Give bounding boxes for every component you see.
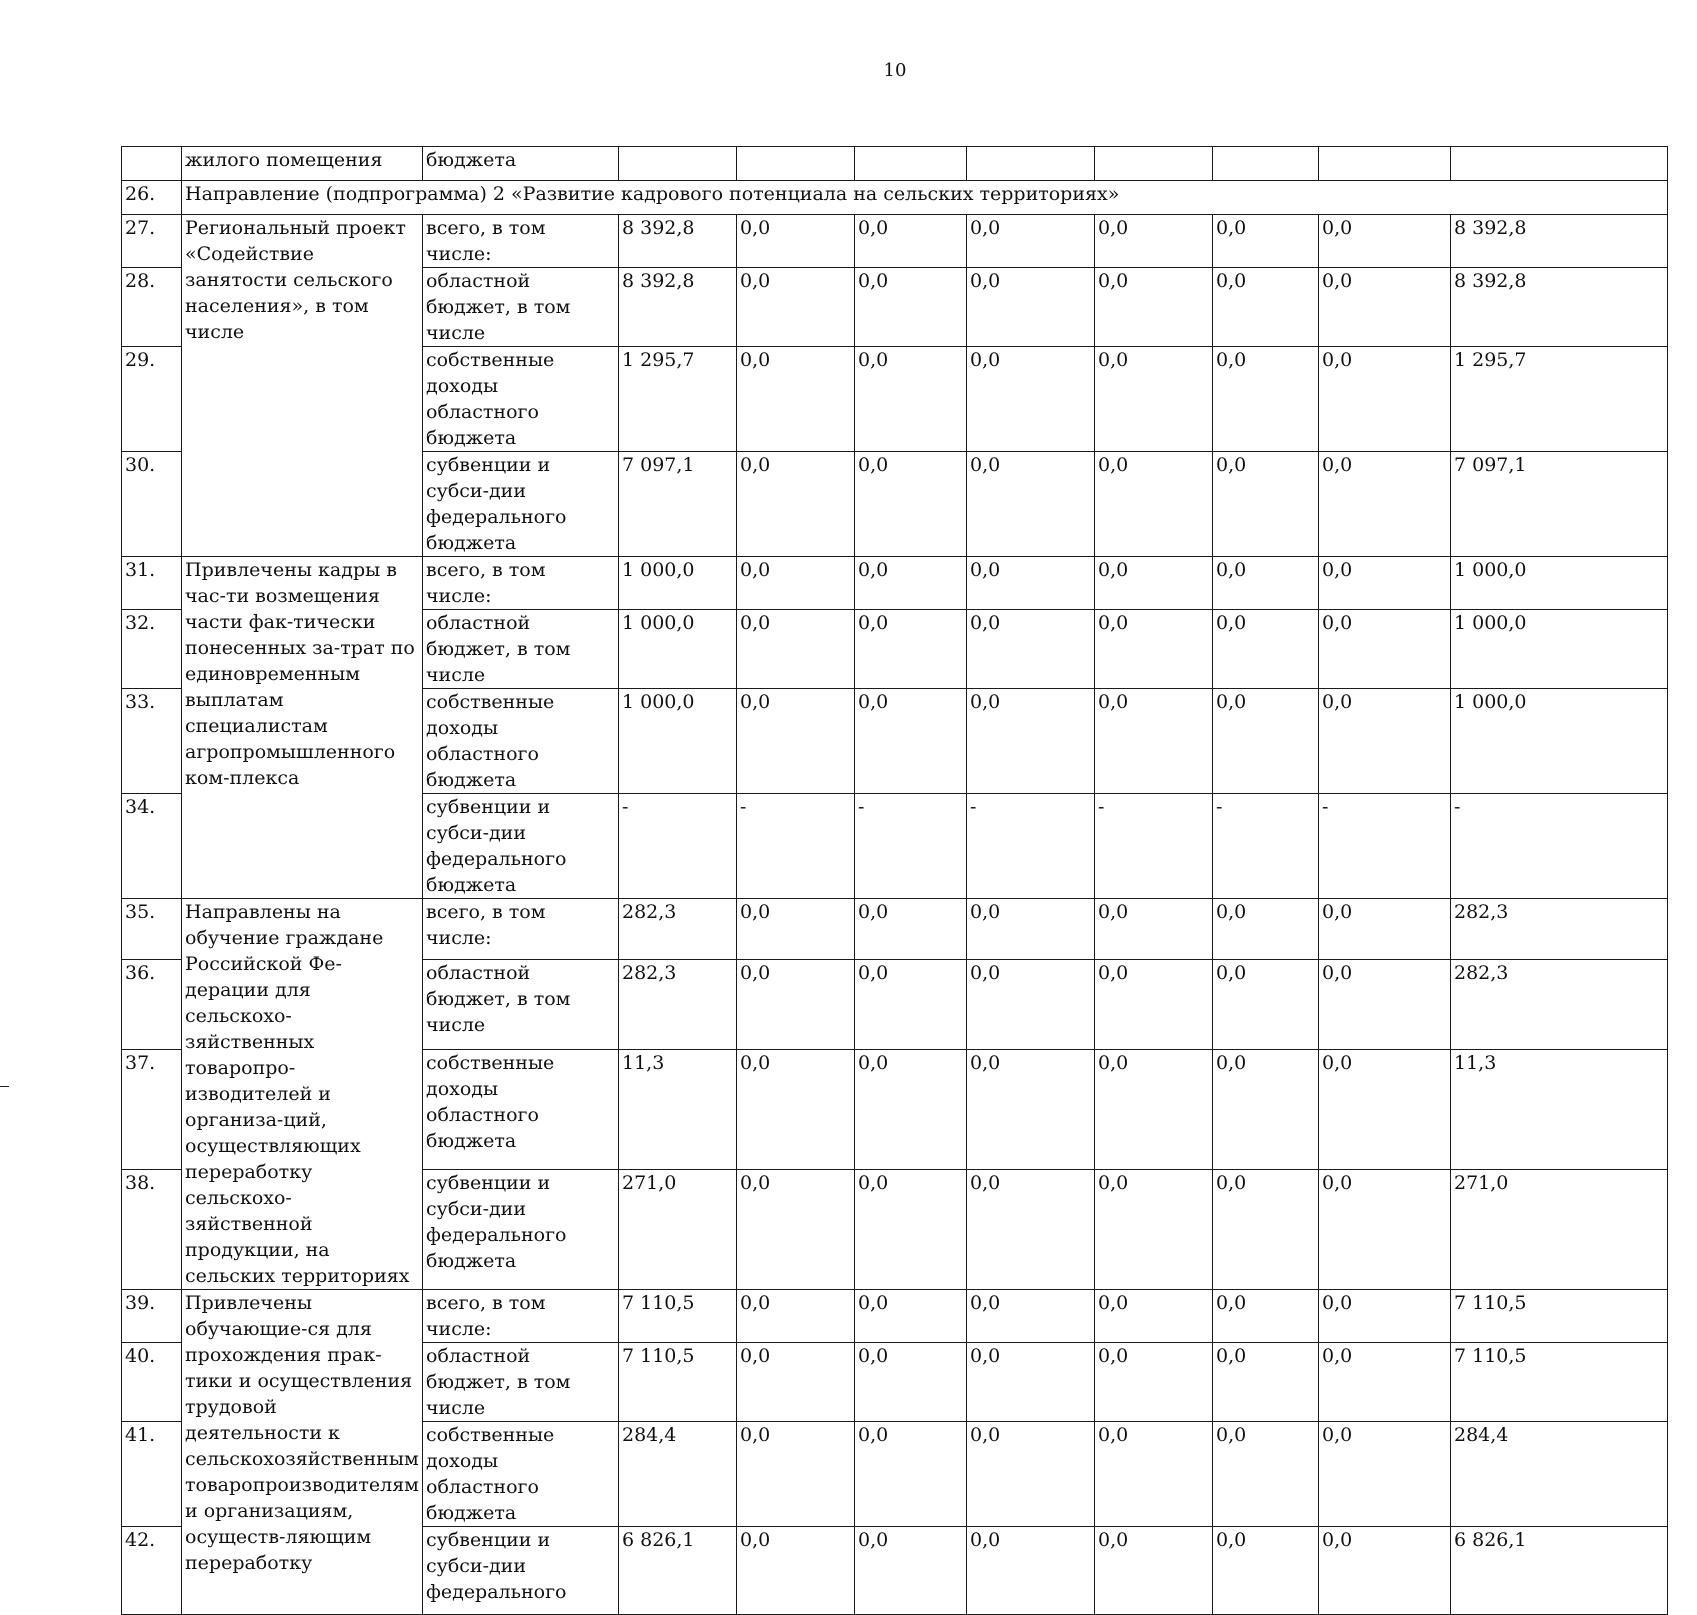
- value-cell: 8 392,8: [1451, 215, 1668, 268]
- value-cell: [1451, 147, 1668, 181]
- value-cell: 0,0: [967, 610, 1095, 689]
- value-cell: 284,4: [1451, 1422, 1668, 1527]
- funding-type-cell: собственные доходы областного бюджета: [423, 347, 619, 452]
- value-cell: 0,0: [967, 557, 1095, 610]
- value-cell: 1 295,7: [1451, 347, 1668, 452]
- value-cell: 0,0: [967, 959, 1095, 1049]
- value-cell: 0,0: [737, 1169, 855, 1289]
- funding-type-cell: всего, в том числе:: [423, 557, 619, 610]
- value-cell: 11,3: [619, 1049, 737, 1169]
- value-cell: 1 000,0: [619, 557, 737, 610]
- value-cell: 0,0: [1319, 215, 1451, 268]
- value-cell: 0,0: [855, 1343, 967, 1422]
- value-cell: 0,0: [855, 1049, 967, 1169]
- value-cell: 271,0: [1451, 1169, 1668, 1289]
- row-number-cell: 32.: [122, 610, 182, 689]
- value-cell: 0,0: [1095, 1527, 1213, 1615]
- value-cell: 0,0: [1213, 959, 1319, 1049]
- funding-type-cell: всего, в том числе:: [423, 899, 619, 960]
- value-cell: 0,0: [737, 268, 855, 347]
- value-cell: 0,0: [1319, 959, 1451, 1049]
- value-cell: 0,0: [1319, 1527, 1451, 1615]
- value-cell: 7 110,5: [619, 1290, 737, 1343]
- value-cell: 0,0: [737, 1343, 855, 1422]
- value-cell: 7 110,5: [1451, 1343, 1668, 1422]
- value-cell: 0,0: [1213, 610, 1319, 689]
- value-cell: 0,0: [737, 1290, 855, 1343]
- funding-type-cell: субвенции и субси-дии федерального: [423, 1527, 619, 1615]
- funding-type-cell: областной бюджет, в том числе: [423, 1343, 619, 1422]
- funding-type-cell: собственные доходы областного бюджета: [423, 689, 619, 794]
- row-number-cell: 41.: [122, 1422, 182, 1527]
- item-name-cell: Направлены на обучение граждане Российской Фе-дерации для сельскохо-зяйственных товаропро-изводителей и организа-ций, осуществляющих переработку сельскохо-зяйственной продукции, на сельских территориях: [182, 899, 423, 1290]
- value-cell: -: [1095, 794, 1213, 899]
- value-cell: 0,0: [967, 1343, 1095, 1422]
- row-number-cell: 28.: [122, 268, 182, 347]
- value-cell: 271,0: [619, 1169, 737, 1289]
- value-cell: 0,0: [1095, 215, 1213, 268]
- value-cell: 0,0: [1319, 1422, 1451, 1527]
- value-cell: 0,0: [1095, 689, 1213, 794]
- value-cell: 0,0: [1095, 347, 1213, 452]
- funding-type-cell: субвенции и субси-дии федерального бюджета: [423, 1169, 619, 1289]
- value-cell: 0,0: [1319, 1169, 1451, 1289]
- budget-table: [121, 146, 1668, 1615]
- direction-title-cell: Направление (подпрограмма) 2 «Развитие кадрового потенциала на сельских территориях»: [182, 181, 1668, 215]
- value-cell: 0,0: [1213, 899, 1319, 960]
- value-cell: 0,0: [1095, 1290, 1213, 1343]
- item-name-cell: жилого помещения: [182, 147, 423, 181]
- value-cell: 0,0: [855, 268, 967, 347]
- table-row-continuation: [122, 147, 1668, 181]
- value-cell: [855, 147, 967, 181]
- budget-table-body: [122, 147, 1668, 1615]
- value-cell: 0,0: [737, 1422, 855, 1527]
- value-cell: 0,0: [1095, 557, 1213, 610]
- value-cell: 0,0: [1213, 268, 1319, 347]
- funding-type-cell: областной бюджет, в том числе: [423, 268, 619, 347]
- value-cell: 0,0: [1095, 1343, 1213, 1422]
- value-cell: 282,3: [1451, 899, 1668, 960]
- value-cell: -: [855, 794, 967, 899]
- value-cell: 0,0: [967, 1049, 1095, 1169]
- value-cell: 0,0: [737, 689, 855, 794]
- value-cell: 0,0: [1213, 347, 1319, 452]
- value-cell: 0,0: [1095, 268, 1213, 347]
- row-number-cell: 31.: [122, 557, 182, 610]
- row-number-cell: 26.: [122, 181, 182, 215]
- row-number-cell: 30.: [122, 452, 182, 557]
- value-cell: 0,0: [967, 1527, 1095, 1615]
- value-cell: [967, 147, 1095, 181]
- value-cell: 0,0: [855, 452, 967, 557]
- row-number-cell: 40.: [122, 1343, 182, 1422]
- value-cell: 0,0: [737, 899, 855, 960]
- value-cell: 0,0: [855, 557, 967, 610]
- table-row-direction: [122, 181, 1668, 215]
- value-cell: 0,0: [1213, 689, 1319, 794]
- value-cell: 0,0: [967, 1422, 1095, 1527]
- value-cell: 0,0: [1319, 610, 1451, 689]
- value-cell: [1095, 147, 1213, 181]
- value-cell: 7 097,1: [1451, 452, 1668, 557]
- value-cell: 0,0: [855, 1422, 967, 1527]
- value-cell: [1319, 147, 1451, 181]
- table-row: [122, 557, 1668, 610]
- row-number-cell: 36.: [122, 959, 182, 1049]
- value-cell: 284,4: [619, 1422, 737, 1527]
- value-cell: 0,0: [1095, 1169, 1213, 1289]
- funding-type-cell: областной бюджет, в том числе: [423, 959, 619, 1049]
- row-number-cell: 35.: [122, 899, 182, 960]
- value-cell: 0,0: [1095, 1049, 1213, 1169]
- item-name-cell: Региональный проект «Содействие занятости сельского населения», в том числе: [182, 215, 423, 557]
- value-cell: 0,0: [855, 347, 967, 452]
- funding-type-cell: субвенции и субси-дии федерального бюджета: [423, 452, 619, 557]
- value-cell: 0,0: [737, 347, 855, 452]
- table-row: [122, 215, 1668, 268]
- value-cell: 0,0: [1319, 347, 1451, 452]
- value-cell: 7 110,5: [619, 1343, 737, 1422]
- value-cell: 0,0: [1213, 1290, 1319, 1343]
- value-cell: 7 110,5: [1451, 1290, 1668, 1343]
- row-number-cell: 34.: [122, 794, 182, 899]
- row-number-cell: 33.: [122, 689, 182, 794]
- value-cell: 8 392,8: [619, 215, 737, 268]
- value-cell: 0,0: [1319, 268, 1451, 347]
- value-cell: [1213, 147, 1319, 181]
- value-cell: -: [737, 794, 855, 899]
- value-cell: 0,0: [855, 1527, 967, 1615]
- value-cell: 0,0: [1319, 1343, 1451, 1422]
- value-cell: 0,0: [737, 452, 855, 557]
- value-cell: 0,0: [855, 610, 967, 689]
- value-cell: 1 000,0: [1451, 557, 1668, 610]
- value-cell: 0,0: [737, 610, 855, 689]
- value-cell: 282,3: [1451, 959, 1668, 1049]
- funding-type-cell: субвенции и субси-дии федерального бюджета: [423, 794, 619, 899]
- item-name-cell: Привлечены обучающие-ся для прохождения прак-тики и осуществления трудовой деятельности к сельскохозяйственным товаропроизводителям и организациям, осуществ-ляющим переработку: [182, 1290, 423, 1615]
- value-cell: 6 826,1: [619, 1527, 737, 1615]
- value-cell: 0,0: [855, 1290, 967, 1343]
- value-cell: 0,0: [1213, 1422, 1319, 1527]
- value-cell: 0,0: [855, 689, 967, 794]
- value-cell: 7 097,1: [619, 452, 737, 557]
- row-number-cell: 27.: [122, 215, 182, 268]
- row-number-cell: 37.: [122, 1049, 182, 1169]
- row-number-cell: 29.: [122, 347, 182, 452]
- value-cell: 0,0: [1213, 452, 1319, 557]
- value-cell: 1 000,0: [619, 610, 737, 689]
- funding-type-cell: всего, в том числе:: [423, 215, 619, 268]
- table-row: [122, 899, 1668, 960]
- funding-type-cell: всего, в том числе:: [423, 1290, 619, 1343]
- value-cell: 0,0: [1213, 1343, 1319, 1422]
- row-number-cell: 38.: [122, 1169, 182, 1289]
- value-cell: 282,3: [619, 959, 737, 1049]
- value-cell: 0,0: [1095, 899, 1213, 960]
- value-cell: 0,0: [737, 215, 855, 268]
- value-cell: [619, 147, 737, 181]
- value-cell: 0,0: [1095, 959, 1213, 1049]
- value-cell: -: [1319, 794, 1451, 899]
- value-cell: [737, 147, 855, 181]
- value-cell: 0,0: [967, 1169, 1095, 1289]
- row-number-cell: 39.: [122, 1290, 182, 1343]
- value-cell: 0,0: [1213, 215, 1319, 268]
- value-cell: 1 000,0: [1451, 610, 1668, 689]
- value-cell: 0,0: [1095, 1422, 1213, 1527]
- value-cell: 282,3: [619, 899, 737, 960]
- value-cell: -: [1213, 794, 1319, 899]
- value-cell: 0,0: [737, 959, 855, 1049]
- page-number: 10: [883, 60, 907, 81]
- value-cell: 0,0: [737, 1049, 855, 1169]
- value-cell: -: [967, 794, 1095, 899]
- margin-mark: [0, 1086, 9, 1087]
- value-cell: 1 000,0: [619, 689, 737, 794]
- value-cell: 0,0: [1213, 1049, 1319, 1169]
- value-cell: 0,0: [967, 268, 1095, 347]
- value-cell: 0,0: [1319, 689, 1451, 794]
- row-number-cell: 42.: [122, 1527, 182, 1615]
- value-cell: 0,0: [1319, 452, 1451, 557]
- value-cell: 0,0: [1213, 557, 1319, 610]
- value-cell: 0,0: [967, 689, 1095, 794]
- table-row: [122, 1290, 1668, 1343]
- value-cell: 0,0: [1095, 610, 1213, 689]
- value-cell: 0,0: [967, 899, 1095, 960]
- value-cell: 8 392,8: [1451, 268, 1668, 347]
- funding-type-cell: собственные доходы областного бюджета: [423, 1422, 619, 1527]
- value-cell: 0,0: [1213, 1169, 1319, 1289]
- value-cell: 0,0: [1319, 557, 1451, 610]
- value-cell: 0,0: [1095, 452, 1213, 557]
- value-cell: -: [1451, 794, 1668, 899]
- value-cell: 0,0: [855, 215, 967, 268]
- value-cell: 0,0: [967, 452, 1095, 557]
- funding-type-cell: бюджета: [423, 147, 619, 181]
- value-cell: 8 392,8: [619, 268, 737, 347]
- value-cell: 1 000,0: [1451, 689, 1668, 794]
- funding-type-cell: областной бюджет, в том числе: [423, 610, 619, 689]
- item-name-cell: Привлечены кадры в час-ти возмещения части фак-тически понесенных за-трат по единовременным выплатам специалистам агропромышленного ком-плекса: [182, 557, 423, 899]
- value-cell: 11,3: [1451, 1049, 1668, 1169]
- value-cell: 0,0: [1319, 1290, 1451, 1343]
- value-cell: 0,0: [967, 1290, 1095, 1343]
- value-cell: -: [619, 794, 737, 899]
- value-cell: 0,0: [737, 557, 855, 610]
- value-cell: 0,0: [737, 1527, 855, 1615]
- value-cell: 0,0: [967, 215, 1095, 268]
- value-cell: 0,0: [855, 899, 967, 960]
- value-cell: 0,0: [967, 347, 1095, 452]
- value-cell: 0,0: [855, 1169, 967, 1289]
- value-cell: 0,0: [1213, 1527, 1319, 1615]
- value-cell: 0,0: [1319, 899, 1451, 960]
- funding-type-cell: собственные доходы областного бюджета: [423, 1049, 619, 1169]
- row-number-cell: [122, 147, 182, 181]
- value-cell: 0,0: [1319, 1049, 1451, 1169]
- value-cell: 6 826,1: [1451, 1527, 1668, 1615]
- value-cell: 0,0: [855, 959, 967, 1049]
- value-cell: 1 295,7: [619, 347, 737, 452]
